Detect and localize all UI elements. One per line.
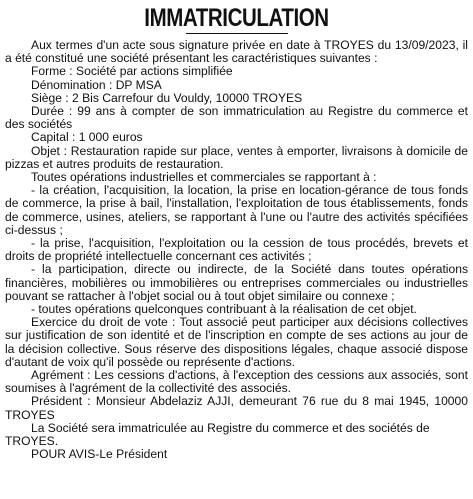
capital-line: Capital : 1 000 euros bbox=[31, 130, 143, 145]
operations-intro-line: Toutes opérations industrielles et commerciales se rapportant à : bbox=[31, 170, 377, 185]
objet-item-operations: - toutes opérations quelconques contribuant à la réalisation de cet objet. bbox=[31, 302, 417, 317]
forme-line: Forme : Société par actions simplifiée bbox=[31, 64, 233, 79]
title-underline bbox=[186, 33, 288, 34]
intro-paragraph: Aux termes d'un acte sous signature privée en date à TROYES du 13/09/2023, il a été constitué une société présentant les caractéristiques suivantes : bbox=[5, 38, 468, 66]
objet-paragraph: Objet : Restauration rapide sur place, ventes à emporter, livraisons à domicile de pizzas et autres produits de restauration. bbox=[5, 143, 468, 171]
duree-paragraph: Durée : 99 ans à compter de son immatriculation au Registre du commerce et des sociétés bbox=[5, 104, 468, 132]
notice-title: IMMATRICULATION bbox=[144, 4, 329, 32]
signature-line: POUR AVIS-Le Président bbox=[31, 447, 168, 462]
droit-de-vote-paragraph: Exercice du droit de vote : Tout associé peut participer aux décisions collectives sur justification de son identité et de l'inscription en compte de ses actions au jour de la décision collective. Sous réserve des dispositions légales, chaque associé dispose d'autant de voix qu'il possède ou représente d'actions. bbox=[5, 315, 468, 369]
immatriculation-line: La Société sera immatriculée au Registre du commerce et des sociétés de TROYES. bbox=[5, 420, 430, 449]
objet-item-propriete: - la prise, l'acquisition, l'exploitation ou la cession de tous procédés, brevets et droits de propriété intellectuelle concernant ces activités ; bbox=[5, 236, 468, 264]
denomination-line: Dénomination : DP MSA bbox=[31, 77, 162, 92]
agrement-paragraph: Agrément : Les cessions d'actions, à l'exception des cessions aux associés, sont soumises à l'agrément de la collectivité des associés. bbox=[5, 368, 468, 396]
siege-line: Siège : 2 Bis Carrefour du Vouldy, 10000 TROYES bbox=[31, 90, 303, 105]
legal-notice bbox=[5, 4, 468, 462]
objet-item-creation: - la création, l'acquisition, la location, la prise en location-gérance de tous fonds de commerce, la prise à bail, l'installation, l'exploitation de tous établissements, fonds de commerce, usines, ateliers, se rapportant à l'une ou l'autre des activités spécifiées ci-dessus ; bbox=[5, 183, 468, 237]
notice-body bbox=[5, 39, 468, 462]
president-paragraph: Président : Monsieur Abdelaziz AJJI, demeurant 76 rue du 8 mai 1945, 10000 TROYES bbox=[5, 394, 468, 422]
objet-item-participation: - la participation, directe ou indirecte, de la Société dans toutes opérations financières, mobilières ou immobilières ou entreprises commerciales ou industrielles pouvant se rattacher à l'objet social ou à tout objet similaire ou connexe ; bbox=[5, 262, 468, 303]
